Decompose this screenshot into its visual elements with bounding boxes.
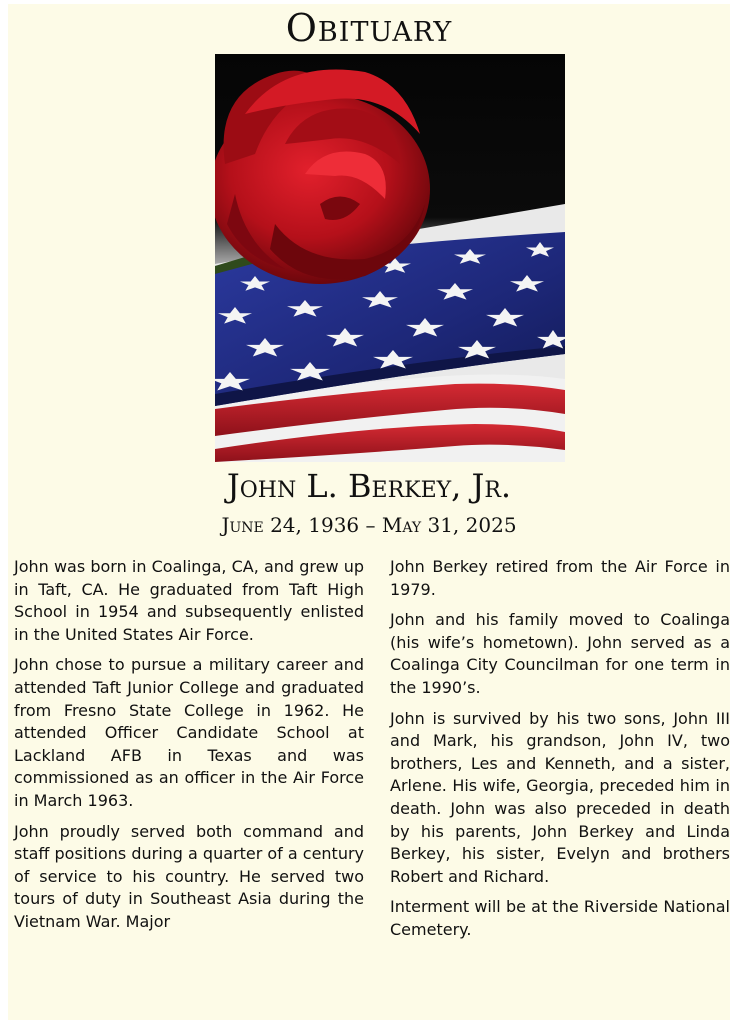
- rose-on-flag-image: [215, 54, 565, 462]
- left-column: [14, 556, 364, 942]
- paragraph: John is survived by his two sons, John III and Mark, his grandson, John IV, two brothers, Les and Kenneth, and a sister, Arlene. His wife, Georgia, preceded him in death. John was also preceded in death by his parents, John Berkey and Linda Berkey, his sister, Evelyn and brothers Robert and Richard.: [390, 708, 730, 886]
- right-column: [390, 556, 730, 950]
- page-title: Obituary: [285, 6, 453, 50]
- paragraph: Interment will be at the Riverside National Cemetery.: [390, 897, 730, 939]
- obituary-page: [8, 4, 730, 1020]
- life-dates: June 24, 1936 – May 31, 2025: [221, 513, 517, 537]
- deceased-name: John L. Berkey, Jr.: [226, 467, 512, 505]
- paragraph: John Berkey retired from the Air Force in 1979.: [390, 557, 730, 599]
- paragraph: John proudly served both command and staff positions during a quarter of a century of service to his country. He served two tours of duty in Southeast Asia during the Vietnam War. Major: [14, 821, 365, 931]
- paragraph: John chose to pursue a military career and attended Taft Junior College and graduated from Fresno State College in 1962. He attended Officer Candidate School at Lackland AFB in Texas and was commissioned as an officer in the Air Force in March 1963.: [14, 655, 364, 810]
- paragraph: John and his family moved to Coalinga (his wife’s hometown). John served as a Coalinga City Councilman for one term in the 1990’s.: [390, 610, 730, 697]
- paragraph: John was born in Coalinga, CA, and grew up in Taft, CA. He graduated from Taft High School in 1954 and subsequently enlisted in the United States Air Force.: [14, 557, 364, 644]
